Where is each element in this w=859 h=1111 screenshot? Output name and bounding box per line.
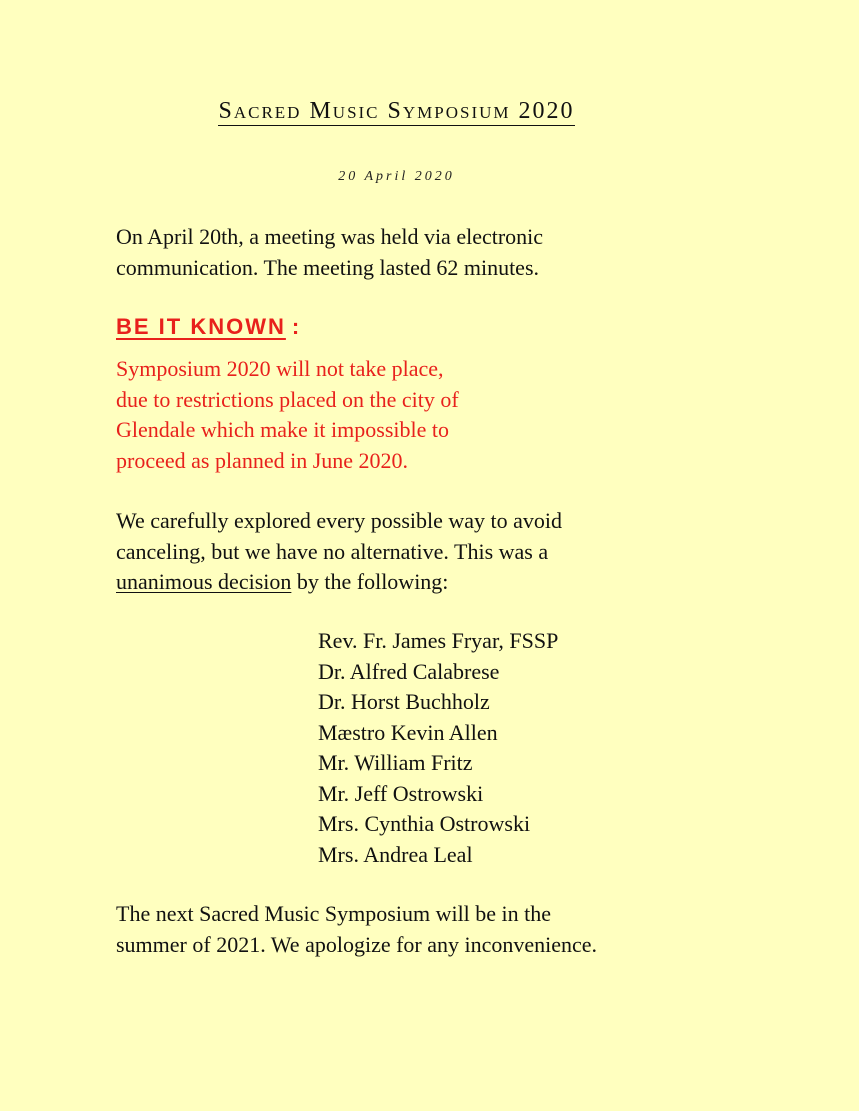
- explore-line: [116, 567, 716, 598]
- notice-line: proceed as planned in June 2020.: [116, 447, 409, 473]
- member-item: Mr. Jeff Ostrowski: [318, 780, 484, 806]
- member-item: Mr. William Fritz: [318, 750, 473, 775]
- closing-paragraph: [116, 899, 756, 960]
- notice-heading: [116, 312, 301, 342]
- member-item: Rev. Fr. James Fryar, FSSP: [318, 628, 559, 653]
- member-item: Mrs. Andrea Leal: [318, 841, 473, 867]
- member-item: Dr. Alfred Calabrese: [318, 658, 500, 684]
- explore-line: canceling, but we have no alternative. This was a: [116, 538, 549, 564]
- explore-line: We carefully explored every possible way to avoid: [116, 508, 563, 533]
- explore-line-rest: by the following:: [291, 569, 449, 594]
- notice-paragraph: [116, 354, 616, 476]
- intro-line: On April 20th, a meeting was held via electronic: [116, 224, 544, 249]
- member-item: Dr. Horst Buchholz: [318, 689, 490, 714]
- unanimous-decision-text: unanimous decision: [116, 569, 292, 594]
- closing-line: summer of 2021. We apologize for any inconvenience.: [116, 931, 598, 957]
- notice-heading-colon: :: [291, 314, 302, 339]
- notice-line: Glendale which make it impossible to: [116, 417, 449, 442]
- intro-line: communication. The meeting lasted 62 minutes.: [116, 254, 540, 280]
- member-list: [318, 626, 718, 870]
- document-title: [0, 94, 793, 128]
- closing-line: The next Sacred Music Symposium will be in the: [116, 901, 552, 926]
- member-item: Mæstro Kevin Allen: [318, 719, 498, 745]
- member-item: Mrs. Cynthia Ostrowski: [318, 811, 531, 836]
- document-date: 20 April 2020: [338, 169, 455, 184]
- notice-line: Symposium 2020 will not take place,: [116, 356, 444, 381]
- intro-paragraph: [116, 222, 716, 283]
- notice-heading-text: BE IT KNOWN: [116, 314, 286, 339]
- notice-line: due to restrictions placed on the city of: [116, 386, 459, 412]
- explore-paragraph: [116, 506, 716, 598]
- document-title-text: Sacred Music Symposium 2020: [218, 98, 575, 124]
